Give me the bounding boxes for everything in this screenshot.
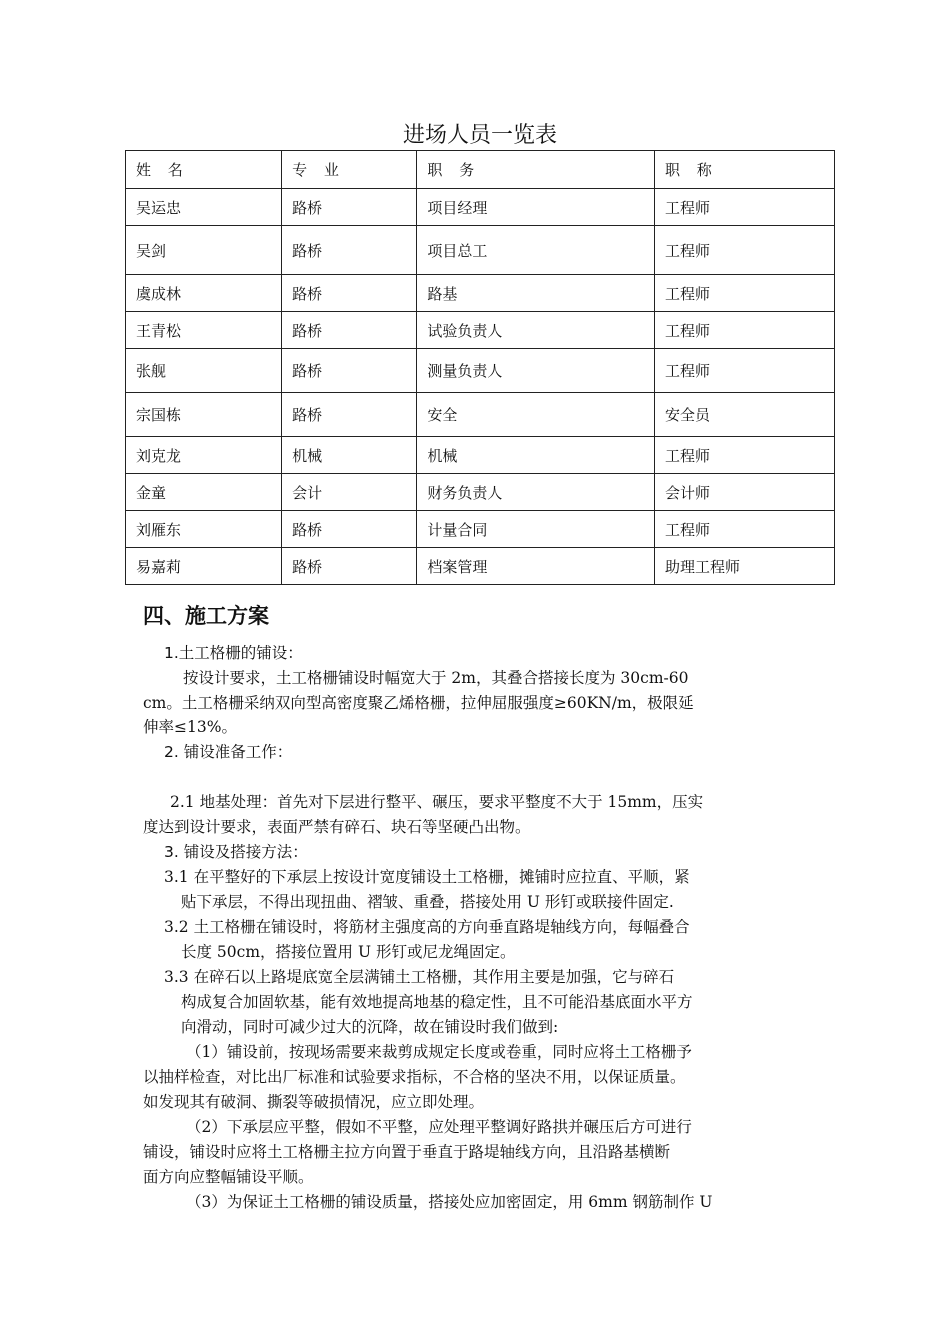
paragraph-line: cm。土工格栅采纳双向型高密度聚乙烯格栅，拉伸屈服强度≥60KN/m，极限延: [143, 694, 694, 712]
cell-name: 刘雁东: [126, 511, 282, 548]
cell-title: 会计师: [655, 474, 835, 511]
cell-major: 路桥: [282, 226, 417, 275]
paragraph-line: 3.1 在平整好的下承层上按设计宽度铺设土工格栅，摊铺时应拉直、平顺，紧: [164, 868, 690, 886]
paragraph-line: 按设计要求，土工格栅铺设时幅宽大于 2m，其叠合搭接长度为 30cm-60: [183, 669, 689, 687]
personnel-table: [125, 150, 835, 585]
cell-title: 工程师: [655, 226, 835, 275]
cell-major: 路桥: [282, 312, 417, 349]
cell-name: 刘克龙: [126, 437, 282, 474]
cell-position: 档案管理: [417, 548, 655, 585]
paragraph-line: 2.1 地基处理：首先对下层进行整平、碾压，要求平整度不大于 15mm，压实: [170, 793, 704, 811]
paragraph-line: 面方向应整幅铺设平顺。: [143, 1168, 314, 1186]
cell-position: 财务负责人: [417, 474, 655, 511]
paragraph-line: 以抽样检查，对比出厂标准和试验要求指标，不合格的坚决不用，以保证质量。: [143, 1068, 686, 1086]
cell-name: 张舰: [126, 349, 282, 393]
table-row: [126, 511, 835, 548]
cell-name: 易嘉莉: [126, 548, 282, 585]
paragraph-line: 铺设，铺设时应将土工格栅主拉方向置于垂直于路堤轴线方向，且沿路基横断: [143, 1143, 671, 1161]
cell-title: 工程师: [655, 312, 835, 349]
header-major: 专 业: [282, 151, 417, 189]
cell-major: 路桥: [282, 393, 417, 437]
cell-name: 王青松: [126, 312, 282, 349]
table-row: [126, 393, 835, 437]
paragraph-line: 如发现其有破洞、撕裂等破损情况，应立即处理。: [143, 1093, 485, 1111]
paragraph-line: 3.3 在碎石以上路堤底宽全层满铺土工格栅，其作用主要是加强，它与碎石: [164, 968, 675, 986]
cell-name: 吴运忠: [126, 189, 282, 226]
header-position: 职 务: [417, 151, 655, 189]
subheading-laying-method: 3. 铺设及搭接方法：: [164, 843, 308, 861]
cell-name: 虞成林: [126, 275, 282, 312]
paragraph-line: 长度 50cm，搭接位置用 U 形钉或尼龙绳固定。: [181, 943, 516, 961]
cell-major: 机械: [282, 437, 417, 474]
paragraph-line: （3）为保证土工格栅的铺设质量，搭接处应加密固定，用 6mm 钢筋制作 U: [186, 1193, 713, 1211]
table-row: [126, 349, 835, 393]
cell-major: 路桥: [282, 548, 417, 585]
cell-title: 工程师: [655, 189, 835, 226]
paragraph-line: 贴下承层，不得出现扭曲、褶皱、重叠，搭接处用 U 形钉或联接件固定.: [181, 893, 674, 911]
paragraph-line: 伸率≤13%。: [143, 718, 237, 736]
table-row: [126, 189, 835, 226]
paragraph-line: （1）铺设前，按现场需要来裁剪成规定长度或卷重，同时应将土工格栅予: [186, 1043, 692, 1061]
table-row: [126, 548, 835, 585]
table-header-row: [126, 151, 835, 189]
cell-major: 路桥: [282, 275, 417, 312]
cell-major: 会计: [282, 474, 417, 511]
table-row: [126, 275, 835, 312]
cell-title: 工程师: [655, 511, 835, 548]
table-row: [126, 437, 835, 474]
paragraph-line: 向滑动，同时可减少过大的沉降，故在铺设时我们做到:: [181, 1018, 559, 1036]
cell-position: 项目经理: [417, 189, 655, 226]
paragraph-line: （2）下承层应平整，假如不平整，应处理平整调好路拱并碾压后方可进行: [186, 1118, 692, 1136]
paragraph-line: 构成复合加固软基，能有效地提高地基的稳定性，且不可能沿基底面水平方: [181, 993, 693, 1011]
cell-title: 助理工程师: [655, 548, 835, 585]
cell-title: 工程师: [655, 349, 835, 393]
cell-position: 项目总工: [417, 226, 655, 275]
subheading-geogrid-laying: 1.土工格栅的铺设：: [164, 644, 303, 662]
cell-title: 工程师: [655, 275, 835, 312]
header-name: 姓 名: [126, 151, 282, 189]
cell-position: 计量合同: [417, 511, 655, 548]
section-heading: 四、施工方案: [143, 604, 269, 628]
cell-title: 工程师: [655, 437, 835, 474]
paragraph-line: 度达到设计要求，表面严禁有碎石、块石等坚硬凸出物。: [143, 818, 531, 836]
table-title: 进场人员一览表: [402, 123, 557, 148]
paragraph-line: 3.2 土工格栅在铺设时，将筋材主强度高的方向垂直路堤轴线方向，每幅叠合: [164, 918, 690, 936]
table-row: [126, 474, 835, 511]
cell-position: 试验负责人: [417, 312, 655, 349]
cell-position: 测量负责人: [417, 349, 655, 393]
cell-major: 路桥: [282, 511, 417, 548]
cell-title: 安全员: [655, 393, 835, 437]
subheading-preparation: 2. 铺设准备工作：: [164, 743, 293, 761]
table-row: [126, 226, 835, 275]
cell-position: 机械: [417, 437, 655, 474]
table-row: [126, 312, 835, 349]
cell-major: 路桥: [282, 189, 417, 226]
cell-position: 路基: [417, 275, 655, 312]
cell-position: 安全: [417, 393, 655, 437]
cell-name: 金童: [126, 474, 282, 511]
cell-name: 吴剑: [126, 226, 282, 275]
cell-major: 路桥: [282, 349, 417, 393]
header-title: 职 称: [655, 151, 835, 189]
cell-name: 宗国栋: [126, 393, 282, 437]
